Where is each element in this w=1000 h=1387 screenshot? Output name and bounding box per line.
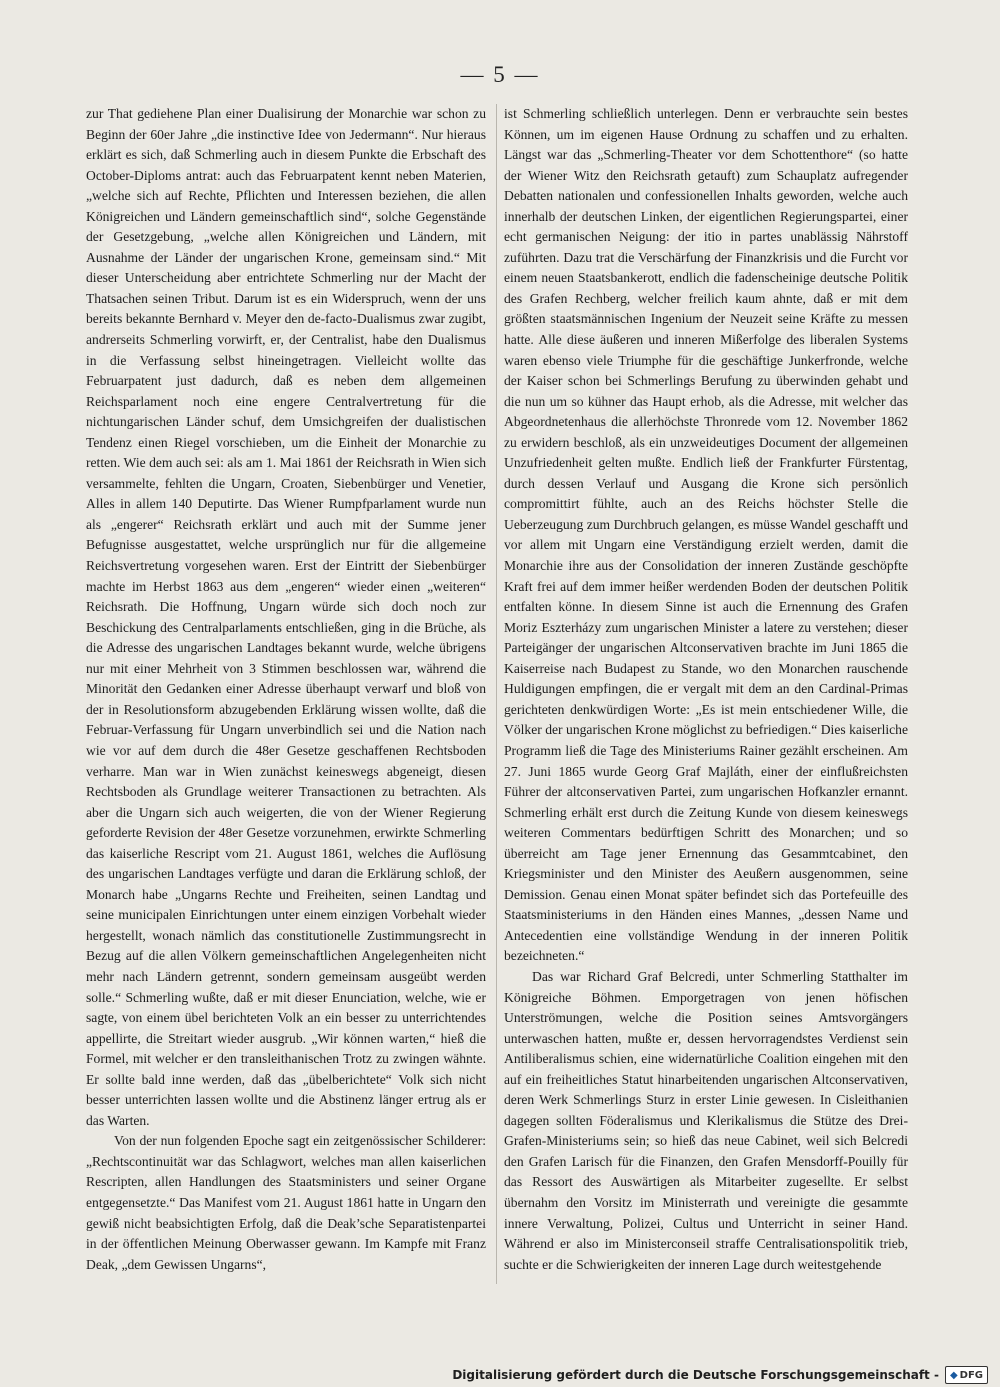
left-column [86,104,486,1275]
page-number: — 5 — [460,62,540,87]
dfg-logo-text: DFG [959,1369,983,1381]
digitization-footer [452,1366,988,1384]
left-paragraph-2: Von der nun folgenden Epoche sagt ein zeitgenössischer Schilderer: „Rechtscontinuität war das Schlagwort, welches man allen kaiserlichen Rescripten, allen Handlungen des Staatsministers und seiner Organe entgegensetzte.“ Das Manifest vom 21. August 1861 hatte in Ungarn den gewiß nicht beabsichtigten Erfolg, daß die Deak’sche Separatistenpartei in der öffentlichen Meinung Oberwasser gewann. Im Kampfe mit Franz Deak, „dem Gewissen Ungarns“, [86,1133,486,1272]
right-paragraph-1: ist Schmerling schließlich unterlegen. Denn er verbrauchte sein bestes Können, um im eigenen Hause Ordnung zu schaffen und zu erhalten. Längst war das „Schmerling-Theater vor dem Schottenthore“ (so hatte der Wiener Witz den Reichsrath getauft) zum Schauplatz aufregender Debatten nationalen und confessionellen Inhalts geworden, welche auch innerhalb der deutschen Linken, der eigentlichen Regierungspartei, einer echt germanischen Neigung: der itio in partes unablässig Nährstoff zuführten. Dazu trat die Verschärfung der Finanzkrisis und die Furcht vor einem neuen Staatsbankerott, endlich die fadenscheinige deutsche Politik des Grafen Rechberg, welcher freilich kaum ahnte, daß er mit dem größten staatsmännischen Ingenium der Neuzeit seine Kräfte zu messen hatte. Alle diese äußeren und inneren Mißerfolge des liberalen Systems waren ebenso viele Triumphe für die geschäftige Junkerfronde, welche der Kaiser schon bei Schmerlings Berufung zu überwinden gehabt und die nun um so kühner das Haupt erhob, als die Adresse, mit welcher das Abgeordnetenhaus die allerhöchste Thronrede vom 12. November 1862 zu erwidern beschloß, als ein unzweideutiges Document der allgemeinen Unzufriedenheit gelten mußte. Endlich ließ der Frankfurter Fürstentag, durch dessen Verlauf und Ausgang die Krone sich persönlich compromittirt fühlte, auch an des Reichs höchster Stelle die Ueberzeugung zum Durchbruch gelangen, es müsse Wandel geschafft und vor allem mit Ungarn eine Verständigung erzielt werden, damit die Monarchie ihre aus der Consolidation der inneren Zustände geschöpfte Kraft frei auf dem immer heißer werdenden Boden der deutschen Politik entfalten könne. In diesem Sinne ist auch die Ernennung des Grafen Moriz Eszterházy zum ungarischen Minister a latere zu verstehen; dieser Parteigänger der ungarischen Altconservativen brachte im Juni 1865 die Kaiserreise nach Budapest zu Stande, wo den Monarchen rauschende Huldigungen empfingen, die er vergalt mit dem an den Cardinal-Primas gerichteten denkwürdigen Worte: „Es ist mein entschiedener Wille, die Völker der ungarischen Krone möglichst zu befriedigen.“ Dies kaiserliche Programm ließ die Tage des Ministeriums Rainer gezählt erscheinen. Am 27. Juni 1865 wurde Georg Graf Majláth, einer der einflußreichsten Führer der altconservativen Partei, zum ungarischen Hofkanzler ernannt. Schmerling erhält erst durch die Zeitung Kunde von diesem keineswegs weiteren Commentars bedürftigen Schritt des Monarchen; und so überreicht am Tage jener Ernennung das Gesammtcabinet, den Kriegsminister und den Minister des Aeußern ausgenommen, seine Demission. Genau einen Monat später befindet sich das Portefeuille des Staatsministeriums in den Händen eines Mannes, „dessen Name und Antecedentien eine vollständige Wendung in der inneren Politik bezeichneten.“ [504,106,908,964]
dfg-mark-icon: ◆ [949,1369,958,1381]
dfg-logo [945,1366,988,1384]
funding-credit: Digitalisierung gefördert durch die Deutsche Forschungsgemeinschaft - [452,1368,939,1382]
right-column [504,104,908,1275]
right-paragraph-2: Das war Richard Graf Belcredi, unter Schmerling Statthalter im Königreiche Böhmen. Emporgetragen von jenen höfischen Unterströmungen, welche die Position seines Amtsvorgängers unterwaschen hatten, mußte er, dessen hervorragendstes Verdienst sein Antiliberalismus schien, eine widernatürliche Coalition eingehen mit den auf ein freiheitliches Statut hinarbeitenden ungarischen Altconservativen, deren Werk Schmerlings Sturz in erster Linie gewesen. In Cisleithanien dagegen sollten Föderalismus und Klerikalismus die Stütze des Drei-Grafen-Ministeriums sein; so hieß das neue Cabinet, weil sich Belcredi den Grafen Larisch für die Finanzen, den Grafen Mensdorff-Pouilly für das Ressort des Auswärtigen als Mitarbeiter zugesellte. Er selbst übernahm den Vorsitz im Ministerrath und vereinigte die gesammte innere Verwaltung, Polizei, Cultus und Unterricht in seiner Hand. Während er also im Ministerconseil straffe Centralisationspolitik trieb, suchte er die Schwierigkeiten der inneren Lage durch weitestgehende [504,968,908,1272]
column-divider [496,104,497,1284]
left-paragraph-1: zur That gediehene Plan einer Dualisirung der Monarchie war schon zu Beginn der 60er Jahre „die instinctive Idee von Jedermann“. Nur hieraus erklärt es sich, daß Schmerling auch in diesem Punkte die Erbschaft des October-Diploms antrat: auch das Februarpatent kennt neben Materien, „welche sich auf Rechte, Pflichten und Interessen beziehen, die allen Königreichen und Ländern gemeinschaftlich sind“, solche Gegenstände der Gesetzgebung, „welche allen Königreichen und Ländern, mit Ausnahme der Länder der ungarischen Krone, gemeinsam sind.“ Mit dieser Unterscheidung aber entrichtete Schmerling nur der Macht der Thatsachen seinen Tribut. Darum ist es ein Widerspruch, wenn der uns bereits bekannte Bernhard v. Meyer den de-facto-Dualismus zwar zugibt, andrerseits Schmerling vorwirft, er, der Centralist, habe den Dualismus in die Verfassung selbst hineingetragen. Vielleicht wollte das Februarpatent just dadurch, daß es neben dem allgemeinen Reichsparlament noch eine engere Centralvertretung für die nichtungarischen Länder schuf, dem Umsichgreifen der dualistischen Tendenz einen Riegel vorschieben, um die Einheit der Monarchie zu retten. Wie dem auch sei: als am 1. Mai 1861 der Reichsrath in Wien sich versammelte, fehlten die Ungarn, Croaten, Siebenbürger und Venetier, Alles in allem 140 Deputirte. Das Wiener Rumpfparlament wurde nun als „engerer“ Reichsrath erklärt und auch mit der Summe jener Befugnisse ausgestattet, welche ursprünglich nur für die allgemeine Reichsvertretung vorgesehen waren. Erst der Eintritt der Siebenbürger machte im Herbst 1863 aus dem „engeren“ wieder einen „weiteren“ Reichsrath. Die Hoffnung, Ungarn würde sich doch noch zur Beschickung des Centralparlaments entschließen, ging in die Brüche, als die Adresse des ungarischen Landtages bekannt wurde, welche übrigens nur mit einer Mehrheit von 3 Stimmen beschlossen war, während die Minorität den Gedanken einer Adresse überhaupt verwarf und bloß von der in Resolutionsform abzugebenden Erklärung wissen wollte, daß die Februar-Verfassung für Ungarn unverbindlich sei und die Nation nach wie vor auf dem durch die 48er Gesetze geschaffenen Rechtsboden verharre. Man war in Wien zunächst keineswegs abgeneigt, diesen Rechtsboden als Grundlage weiterer Transactionen zu betrachten. Als aber die Ungarn sich auch weigerten, die von der Wiener Regierung geforderte Revision der 48er Gesetze vorzunehmen, erwirkte Schmerling das kaiserliche Rescript vom 21. August 1861, welches die Auflösung des ungarischen Landtages verfügte und daran die Erklärung schloß, der Monarch habe „Ungarns Rechte und Freiheiten, seinen Landtag und seine municipalen Einrichtungen unter einem einzigen Vorbehalt wieder hergestellt, wonach nämlich das constitutionelle Zustimmungsrecht in Bezug auf die allen Völkern gemeinschaftlichen Angelegenheiten nicht mehr nach Ländern getrennt, sondern gemeinsam ausgeübt werden solle.“ Schmerling wußte, daß er mit dieser Enunciation, welche, wie er sagte, von einem übel berichteten Volk an ein besser zu unterrichtendes appellirte, die Streitart wieder ausgrub. „Wir können warten,“ hieß die Formel, mit welcher er den transleithanischen Trotz zu zwingen wähnte. Er sollte bald inne werden, daß das „übelberichtete“ Volk sich nicht besser unterrichten lassen wollte und die Abstinenz länger ertrug als er das Warten. [86,106,486,1128]
